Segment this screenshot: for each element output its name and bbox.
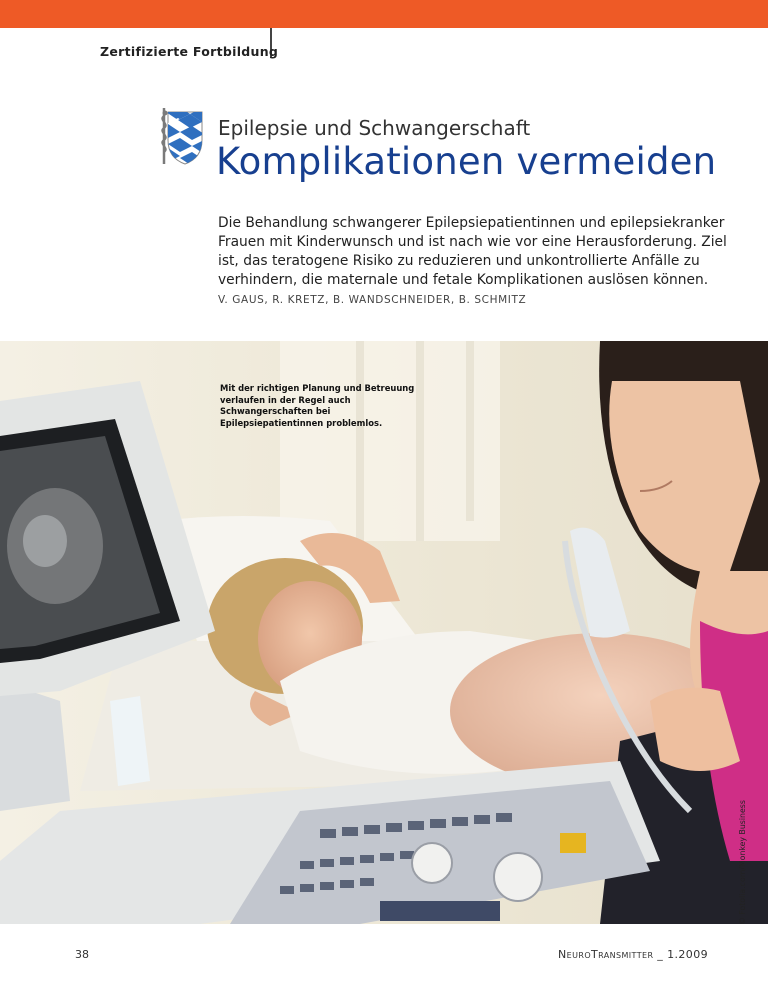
article-authors: V. GAUS, R. KRETZ, B. WANDSCHNEIDER, B. SCHMITZ — [218, 294, 527, 306]
top-color-bar — [0, 0, 768, 28]
article-kicker: Epilepsie und Schwangerschaft — [218, 116, 531, 140]
page-number: 38 — [75, 948, 89, 961]
article-title: Komplikationen vermeiden — [216, 140, 717, 183]
journal-issue — [558, 948, 708, 961]
photo-credit: © Fotolia.com/Monkey Business — [738, 800, 747, 925]
section-label: Zertifizierte Fortbildung — [100, 44, 279, 59]
article-lead: Die Behandlung schwangerer Epilepsiepatientinnen und epilepsiekranker Frauen mit Kinderwunsch und ist nach wie vor eine Herausforderung. Ziel ist, das teratogene Risiko zu reduzieren und unkontrollierte Anfälle zu verhindern, die maternale und fetale Komplikationen auslösen können. — [218, 215, 727, 288]
journal-issue-text: NeuroTransmitter _ 1.2009 — [558, 948, 708, 961]
bavarian-crest-icon — [156, 104, 206, 166]
photo-caption: Mit der richtigen Planung und Betreuung verlaufen in der Regel auch Schwangerschaften bei Epilepsiepatientinnen problemlos. — [220, 383, 415, 428]
